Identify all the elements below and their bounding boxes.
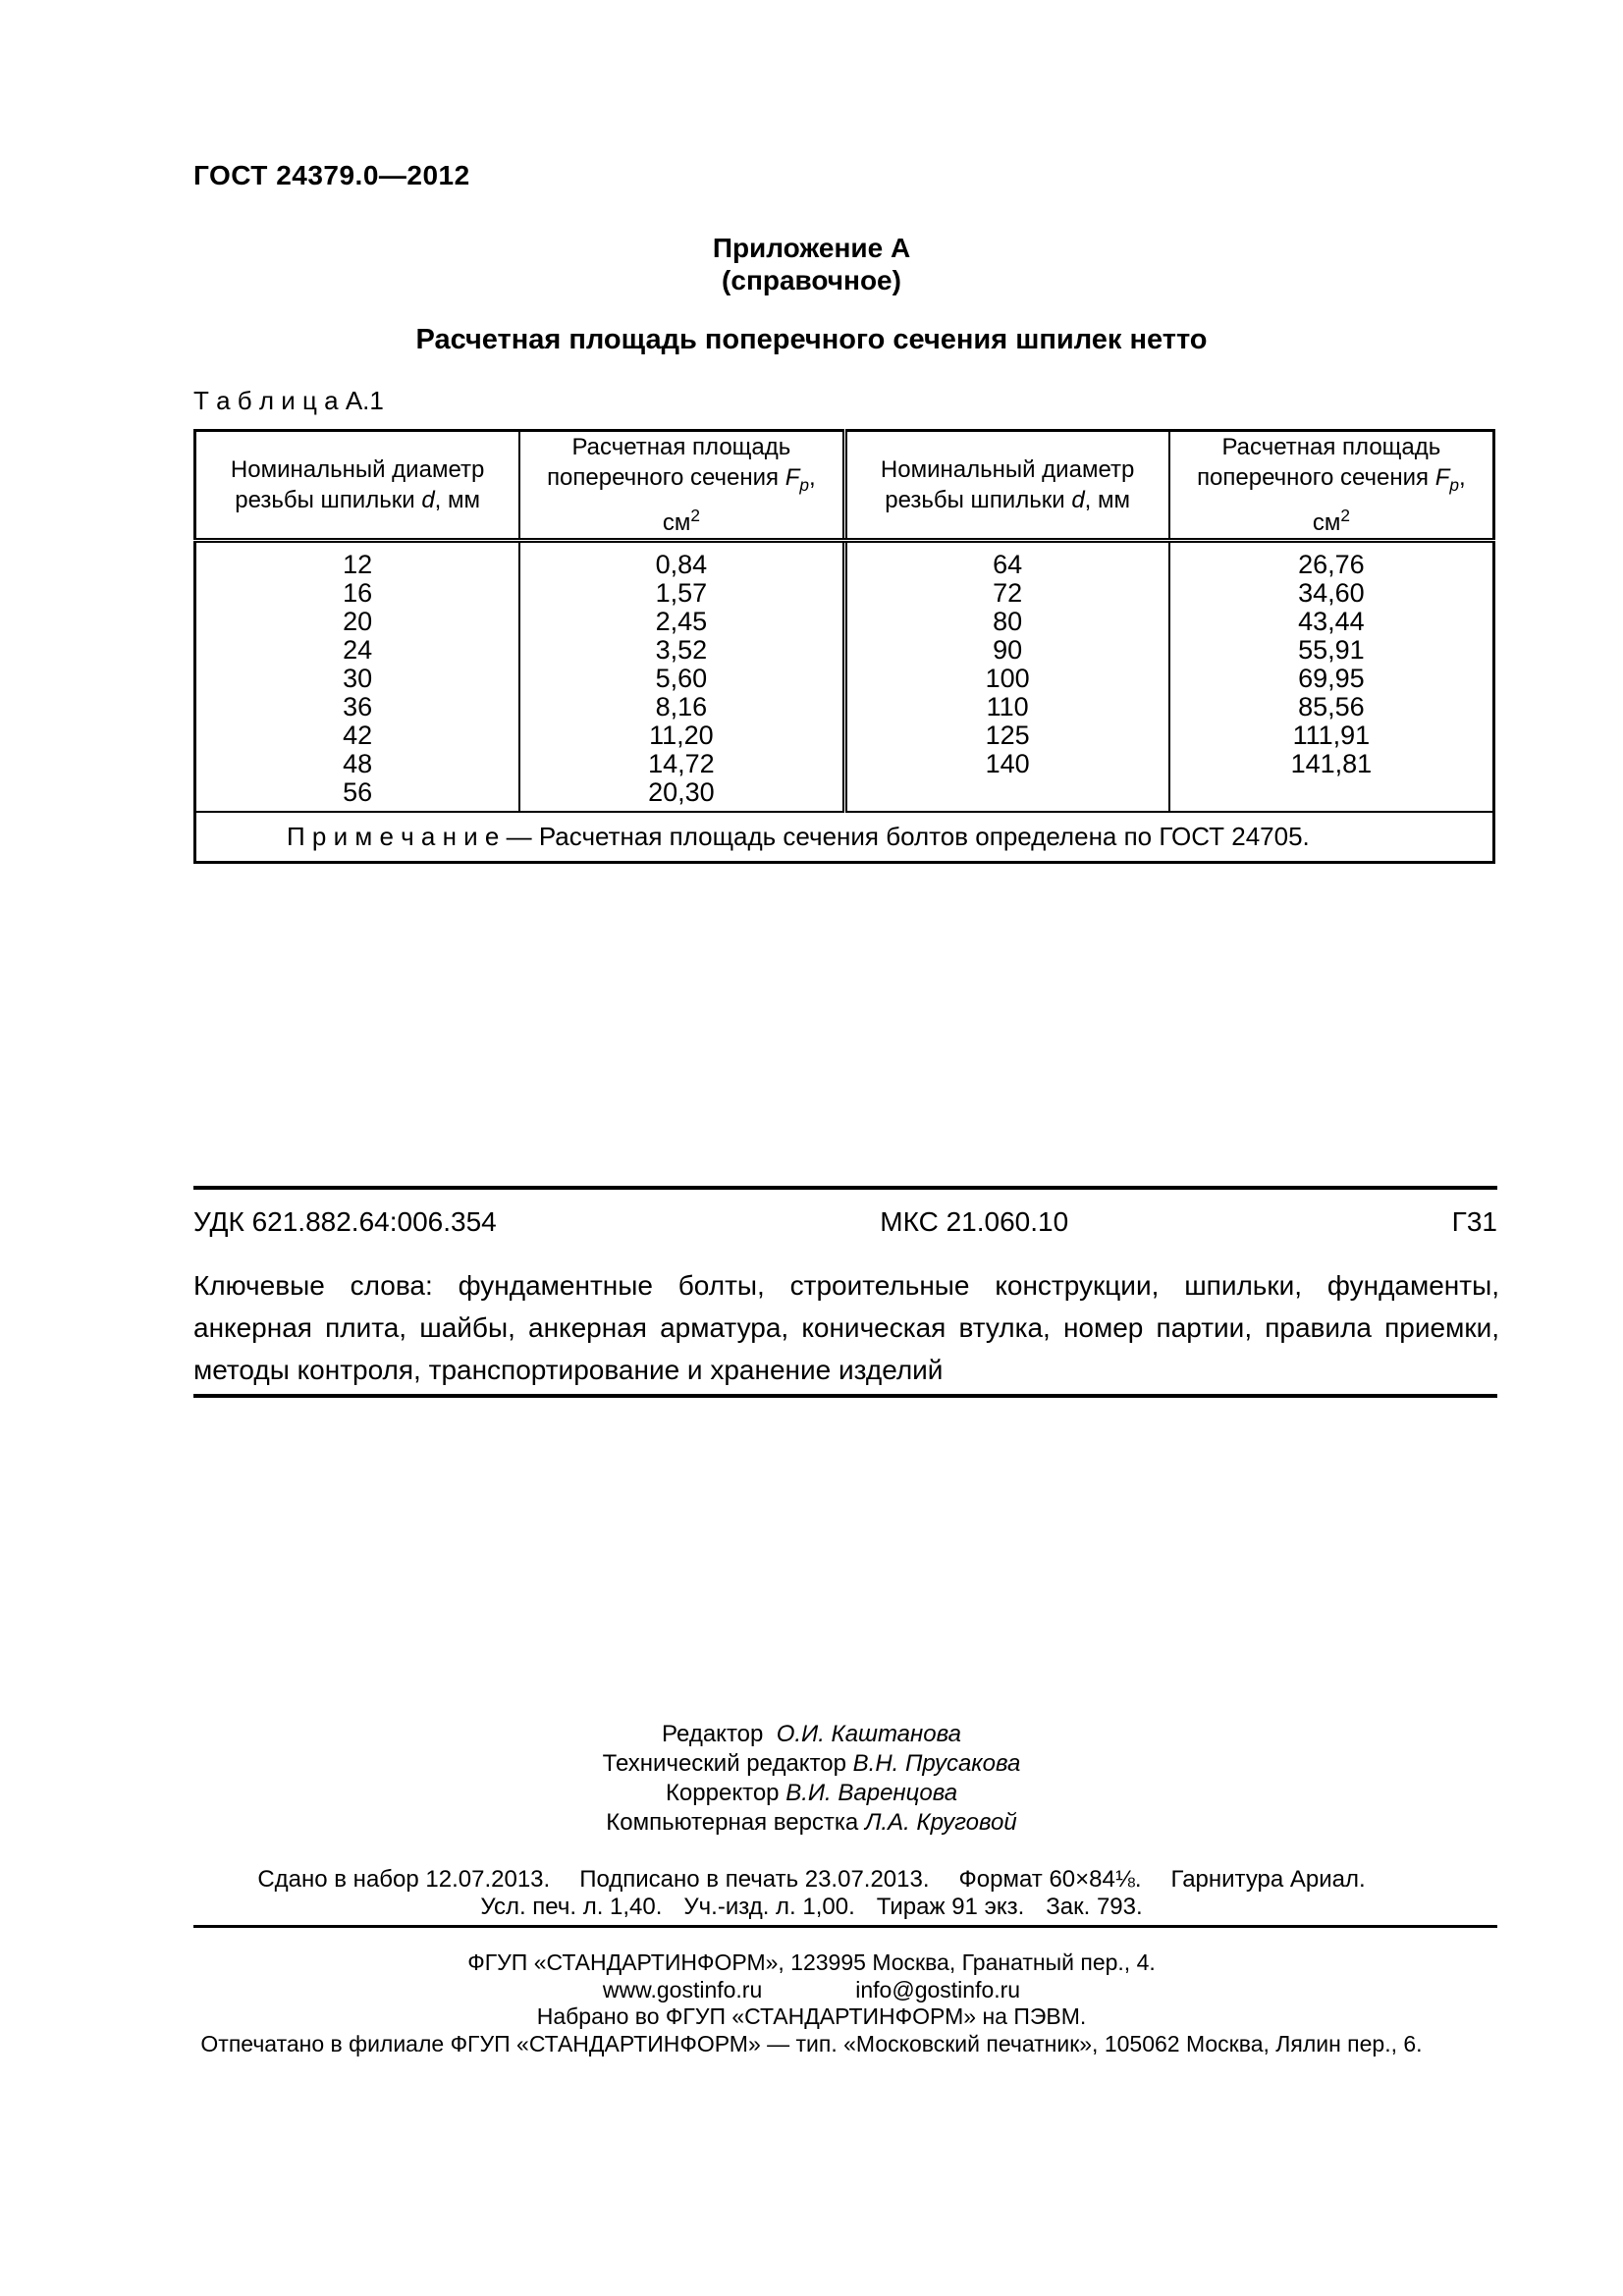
appendix-subtitle: (справочное) bbox=[722, 265, 901, 295]
cell-diameter: 20 bbox=[343, 606, 373, 636]
table-header-row bbox=[195, 431, 1494, 541]
cell-area: 141,81 bbox=[1169, 750, 1494, 778]
cell-area: 85,56 bbox=[1169, 693, 1494, 721]
appendix-title: Приложение А bbox=[712, 233, 911, 263]
cell-area bbox=[1169, 778, 1494, 812]
editor-line bbox=[0, 1779, 1623, 1808]
editor-name: О.И. Каштанова bbox=[776, 1721, 961, 1747]
header-text: резьбы шпильки bbox=[235, 486, 415, 513]
cell-diameter: 24 bbox=[343, 634, 373, 665]
keywords-paragraph: Ключевые слова: фундаментные болты, строительные конструкции, шпильки, фундаменты, анкерная плита, шайбы, анкерная арматура, коническая втулка, номер партии, правила приемки, методы контроля, транспортирование и хранение изделий bbox=[193, 1270, 1499, 1385]
table-row bbox=[195, 608, 1494, 636]
appendix-heading bbox=[0, 232, 1623, 296]
cell-diameter: 72 bbox=[844, 579, 1169, 608]
imprint-item: Уч.-изд. л. 1,00. bbox=[683, 1894, 855, 1920]
symbol-d: d bbox=[1071, 486, 1085, 513]
header-unit: , см bbox=[1312, 464, 1466, 536]
table-note-row bbox=[195, 812, 1494, 863]
header-unit: , мм bbox=[434, 486, 481, 513]
editor-role: Компьютерная верстка bbox=[606, 1809, 859, 1836]
cell-diameter: 42 bbox=[343, 720, 373, 750]
table-label: Т а б л и ц а А.1 bbox=[193, 386, 384, 415]
editor-line bbox=[0, 1749, 1623, 1779]
editor-role: Технический редактор bbox=[602, 1750, 846, 1777]
editor-role: Корректор bbox=[665, 1780, 780, 1806]
publisher-address: ФГУП «СТАНДАРТИНФОРМ», 123995 Москва, Гранатный пер., 4. bbox=[467, 1949, 1156, 1975]
imprint-item: Подписано в печать 23.07.2013. bbox=[579, 1866, 930, 1893]
divider-rule-top bbox=[193, 1186, 1497, 1190]
header-text: Номинальный диаметр bbox=[880, 455, 1135, 483]
cell-diameter: 30 bbox=[343, 663, 373, 693]
editor-name: В.Н. Прусакова bbox=[852, 1750, 1021, 1777]
editors-block bbox=[0, 1720, 1623, 1838]
publisher-email: info@gostinfo.ru bbox=[855, 1976, 1021, 2002]
category-code: Г31 bbox=[1451, 1206, 1497, 1237]
cell-area: 14,72 bbox=[519, 750, 844, 778]
cell-area: 26,76 bbox=[1169, 540, 1494, 579]
header-text: поперечного сечения bbox=[1197, 464, 1430, 491]
imprint-line-1 bbox=[0, 1866, 1623, 1894]
cell-area: 20,30 bbox=[519, 778, 844, 812]
publisher-contacts bbox=[0, 1977, 1623, 2004]
cell-area: 43,44 bbox=[1169, 608, 1494, 636]
cell-diameter: 16 bbox=[343, 577, 373, 608]
cell-diameter bbox=[844, 778, 1169, 812]
editor-role: Редактор bbox=[662, 1721, 764, 1747]
header-text: Расчетная площадь bbox=[571, 434, 791, 460]
cell-area: 55,91 bbox=[1169, 636, 1494, 665]
symbol-d: d bbox=[421, 486, 435, 513]
cell-area: 5,60 bbox=[519, 665, 844, 693]
cell-area: 2,45 bbox=[519, 608, 844, 636]
cell-diameter: 36 bbox=[343, 691, 373, 721]
divider-rule-footer bbox=[193, 1925, 1497, 1928]
symbol-f: F bbox=[784, 464, 800, 491]
editor-name: В.И. Варенцова bbox=[785, 1780, 958, 1806]
header-text: Номинальный диаметр bbox=[230, 455, 485, 483]
header-text: поперечного сечения bbox=[547, 464, 780, 491]
mks-code: МКС 21.060.10 bbox=[880, 1206, 1069, 1237]
imprint-block bbox=[0, 1866, 1623, 1921]
section-title: Расчетная площадь поперечного сечения шпилек нетто bbox=[415, 324, 1208, 355]
header-unit: , мм bbox=[1084, 486, 1131, 513]
col-header-area-left bbox=[519, 431, 844, 541]
symbol-f-sub: p bbox=[1449, 474, 1460, 495]
cell-area: 69,95 bbox=[1169, 665, 1494, 693]
editor-name: Л.А. Круговой bbox=[864, 1809, 1017, 1836]
cell-area: 8,16 bbox=[519, 693, 844, 721]
imprint-item: Зак. 793. bbox=[1046, 1894, 1143, 1920]
table-row bbox=[195, 579, 1494, 608]
table-row bbox=[195, 778, 1494, 812]
cell-diameter: 48 bbox=[343, 748, 373, 778]
imprint-item: Формат 60×84⅛. bbox=[958, 1866, 1142, 1893]
divider-rule-keywords bbox=[193, 1394, 1497, 1398]
table-row bbox=[195, 750, 1494, 778]
header-unit: , см bbox=[662, 464, 816, 536]
cell-area: 0,84 bbox=[519, 540, 844, 579]
table-row bbox=[195, 540, 1494, 579]
col-header-diameter-left bbox=[195, 431, 520, 541]
header-text: резьбы шпильки bbox=[885, 486, 1065, 513]
classification-row bbox=[193, 1206, 1497, 1238]
imprint-item: Сдано в набор 12.07.2013. bbox=[257, 1866, 551, 1893]
cell-diameter: 64 bbox=[844, 540, 1169, 579]
imprint-item: Гарнитура Ариал. bbox=[1170, 1866, 1366, 1893]
cell-diameter: 56 bbox=[343, 776, 373, 807]
publisher-website: www.gostinfo.ru bbox=[602, 1976, 763, 2002]
doc-code: ГОСТ 24379.0—2012 bbox=[193, 160, 470, 190]
cell-diameter: 125 bbox=[844, 721, 1169, 750]
symbol-f-sub: p bbox=[799, 474, 810, 495]
table-row bbox=[195, 665, 1494, 693]
cell-diameter: 90 bbox=[844, 636, 1169, 665]
publisher-print-note: Отпечатано в филиале ФГУП «СТАНДАРТИНФОРМ» — тип. «Московский печатник», 105062 Москва, Лялин пер., 6. bbox=[200, 2030, 1423, 2056]
table-row bbox=[195, 721, 1494, 750]
imprint-item: Тираж 91 экз. bbox=[876, 1894, 1025, 1920]
cell-diameter: 100 bbox=[844, 665, 1169, 693]
cell-area: 1,57 bbox=[519, 579, 844, 608]
table-row bbox=[195, 636, 1494, 665]
cell-area: 111,91 bbox=[1169, 721, 1494, 750]
cell-diameter: 110 bbox=[844, 693, 1169, 721]
header-text: Расчетная площадь bbox=[1221, 434, 1441, 460]
col-header-area-right bbox=[1169, 431, 1494, 541]
publisher-block bbox=[0, 1949, 1623, 2057]
cell-diameter: 140 bbox=[844, 750, 1169, 778]
table-a1 bbox=[193, 429, 1495, 864]
editor-line bbox=[0, 1808, 1623, 1838]
imprint-line-2 bbox=[0, 1894, 1623, 1921]
table-row bbox=[195, 693, 1494, 721]
symbol-f: F bbox=[1434, 464, 1450, 491]
table-note: П р и м е ч а н и е — Расчетная площадь сечения болтов определена по ГОСТ 24705. bbox=[195, 812, 1494, 863]
unit-superscript: 2 bbox=[690, 505, 700, 525]
unit-superscript: 2 bbox=[1340, 505, 1350, 525]
cell-area: 34,60 bbox=[1169, 579, 1494, 608]
cell-area: 3,52 bbox=[519, 636, 844, 665]
imprint-item: Усл. печ. л. 1,40. bbox=[480, 1894, 663, 1920]
cell-diameter: 80 bbox=[844, 608, 1169, 636]
editor-line bbox=[0, 1720, 1623, 1749]
cell-area: 11,20 bbox=[519, 721, 844, 750]
col-header-diameter-right bbox=[844, 431, 1169, 541]
publisher-typeset-note: Набрано во ФГУП «СТАНДАРТИНФОРМ» на ПЭВМ. bbox=[536, 2003, 1087, 2029]
cell-diameter: 12 bbox=[343, 549, 373, 579]
udk-code: УДК 621.882.64:006.354 bbox=[193, 1206, 497, 1237]
